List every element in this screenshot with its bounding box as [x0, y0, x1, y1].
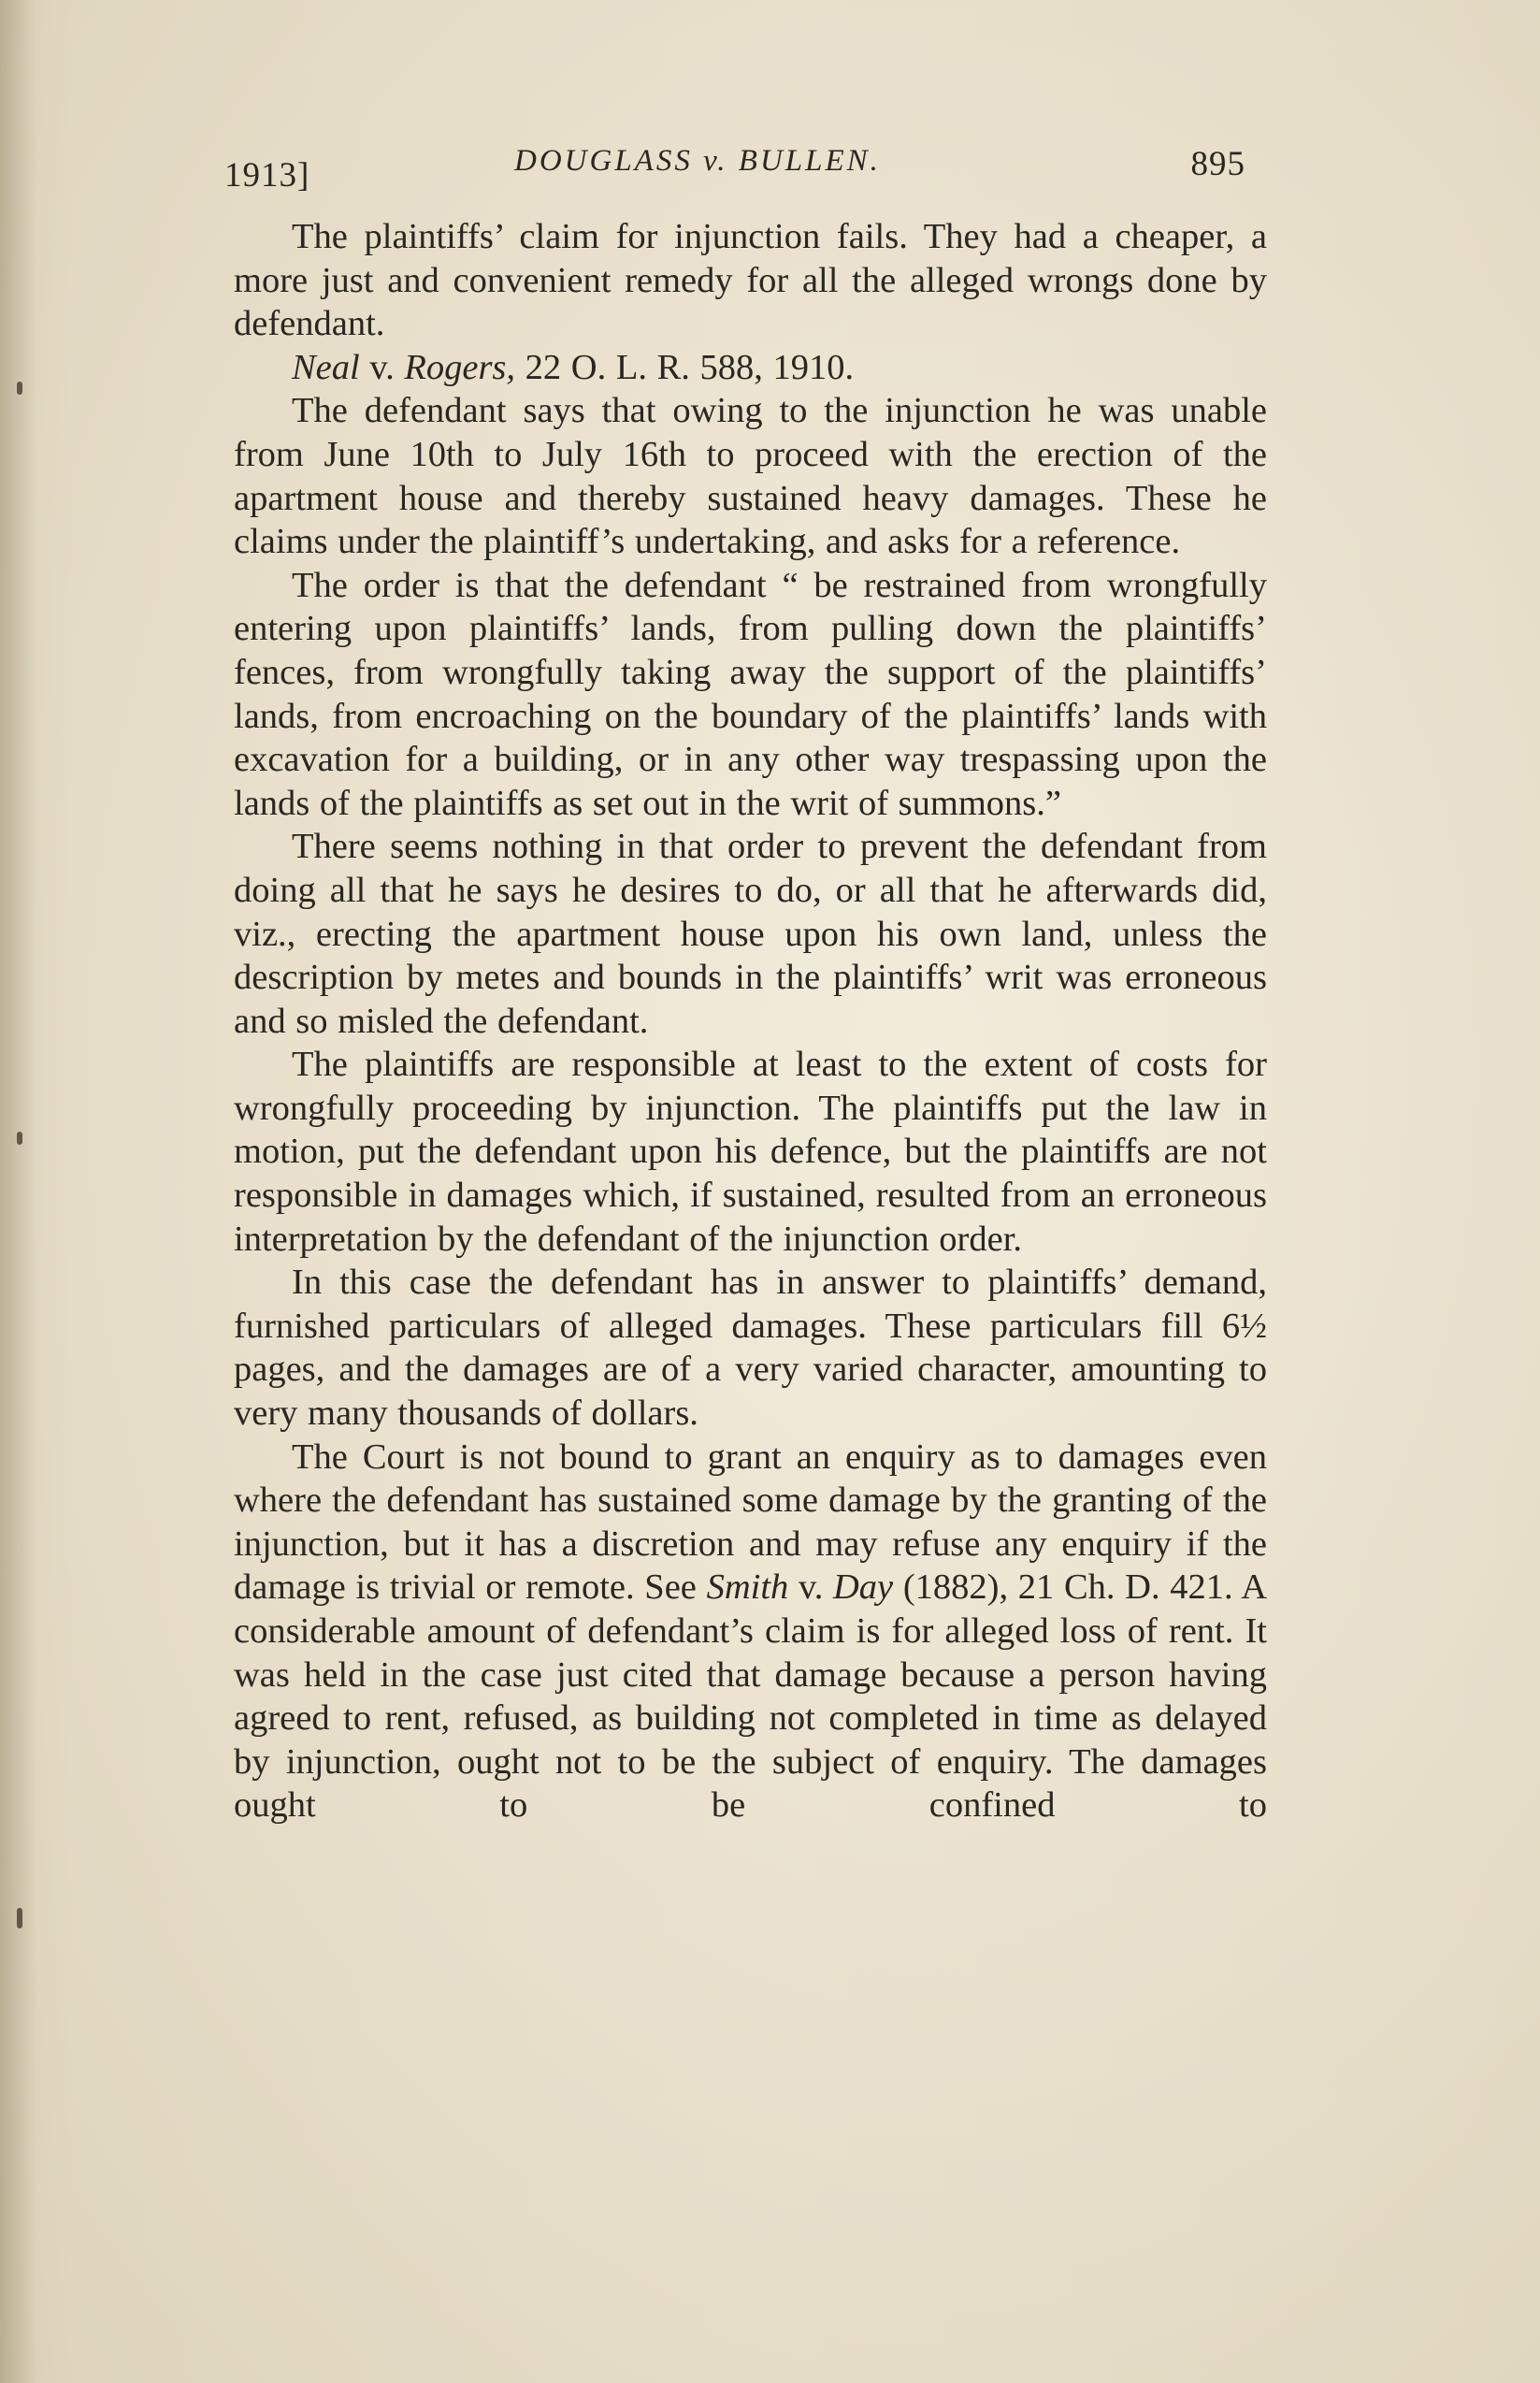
citation-reference: 22 O. L. R. 588, 1910.	[515, 347, 855, 387]
citation-v: v.	[359, 347, 405, 387]
running-head	[224, 138, 1272, 195]
paragraph: The plaintiffs are responsible at least to the extent of costs for wrongfully proceeding by injunction. The plaintiffs put the law in motion, put the defendant upon his defence, but the plaintiffs are not responsible in damages which, if sustained, resulted from an erroneous interpretation by the defendant of the injunction order.	[234, 1045, 1267, 1259]
header-year: 1913]	[224, 156, 310, 195]
citation-v: v.	[788, 1567, 833, 1608]
case-name: Neal	[292, 347, 360, 387]
page-number: 895	[1190, 145, 1245, 183]
case-name: Rogers,	[404, 347, 516, 387]
paragraph: In this case the defendant has in answer to plaintiffs’ demand, furnished particulars of alleged damages. These particulars fill 6½ pages, and the damages are of a very varied character, amounting to very many thousands of dollars.	[234, 1263, 1267, 1434]
header-title: DOUGLASS v. BULLEN.	[514, 144, 881, 178]
paragraph: There seems nothing in that order to prevent the defendant from doing all that he says he desires to do, or all that he afterwards did, viz., erecting the apartment house upon his own land, unless the description by metes and bounds in the plaintiffs’ writ was erroneous and so misled the defendant.	[234, 827, 1267, 1041]
paragraph: The plaintiffs’ claim for injunction fails. They had a cheaper, a more just and convenient remedy for all the alleged wrongs done by defendant.	[234, 217, 1267, 344]
margin-mark	[17, 1908, 22, 1928]
gutter-shadow	[0, 0, 37, 2383]
case-name: Smith	[706, 1567, 789, 1608]
citation-paragraph	[234, 346, 1267, 390]
text-body	[234, 215, 1267, 1827]
case-name: Day	[833, 1567, 894, 1608]
paragraph: The defendant says that owing to the injunction he was unable from June 10th to July 16th to proceed with the erection of the apartment house and thereby sustained heavy damages. These he claims under the plaintiff’s undertaking, and asks for a reference.	[234, 391, 1267, 562]
paragraph-continued	[234, 1436, 1267, 1827]
paragraph: The order is that the defendant “ be restrained from wrongfully entering upon plaintiffs’ lands, from pulling down the plaintiffs’ fences, from wrongfully taking away the support of the plaintiffs’ lands, from encroaching on the boundary of the plaintiffs’ lands with excavation for a building, or in any other way trespassing upon the lands of the plaintiffs as set out in the writ of summons.”	[234, 565, 1267, 823]
text-run: (1882), 21 Ch. D. 421. A considerable amount of defendant’s claim is for alleged loss of rent. It was held in the case just cited that damage because a person having agreed to rent, refused, as building not completed in time as delayed by injunction, ought not to be the subject of enquiry. The damages ought to be confined to	[234, 1567, 1268, 1826]
margin-mark	[17, 382, 22, 395]
text-run: The Court is not bound to grant an enquiry as to damages even where the defendant has sustained some damage by the granting of the injunction, but it has a discretion and may refuse any enquiry if the damage is trivial or remote. See	[234, 1437, 1267, 1608]
margin-mark	[17, 1132, 22, 1145]
